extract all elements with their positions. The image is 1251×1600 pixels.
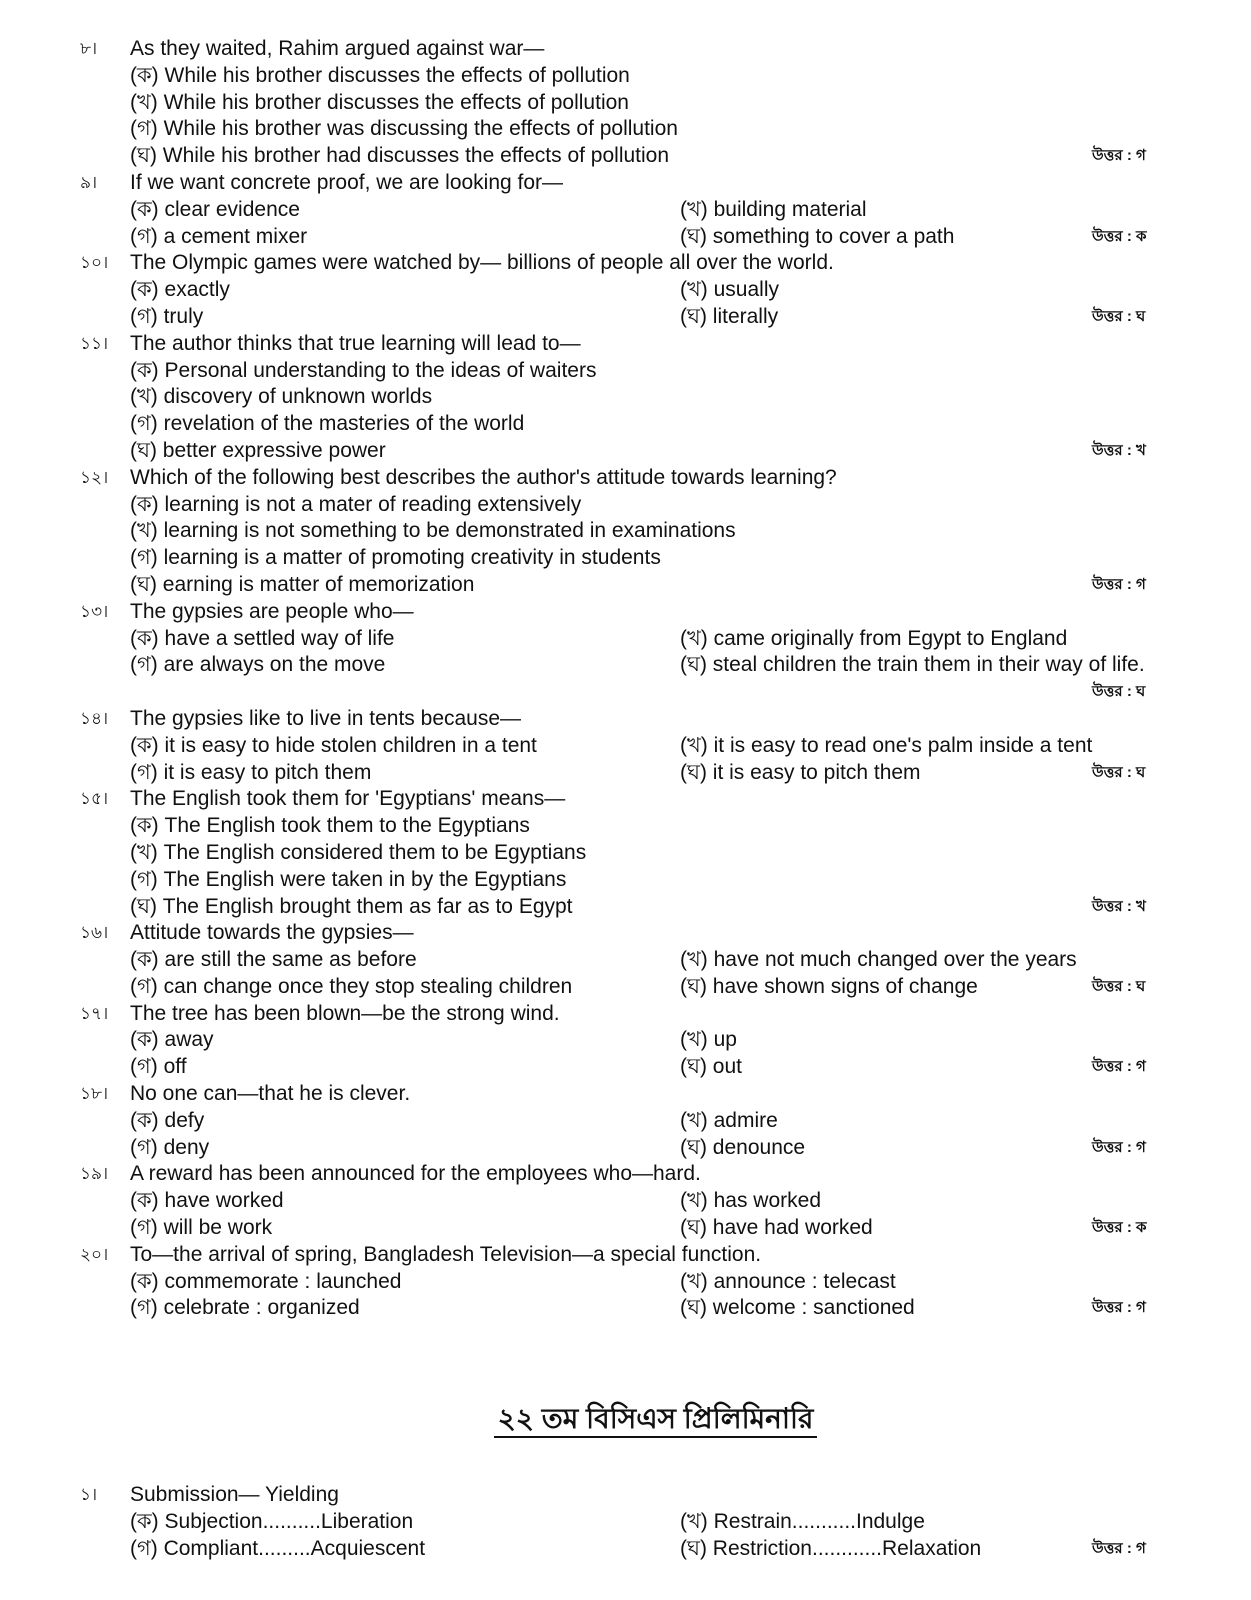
option: (ঘ) it is easy to pitch them (680, 760, 921, 784)
option: (খ) announce : telecast (680, 1269, 896, 1293)
option-row (0, 947, 1251, 974)
question-number: ১৭। (80, 1003, 109, 1023)
option: (খ) admire (680, 1108, 778, 1132)
question-text: Attitude towards the gypsies— (130, 921, 414, 945)
option-line (0, 545, 1251, 572)
option: (খ) The English considered them to be Egyptians (130, 840, 587, 864)
option: (গ) truly (130, 304, 204, 328)
option-line (0, 143, 1251, 170)
question-number: ১। (80, 1485, 98, 1505)
option-line (0, 840, 1251, 867)
option: (ক) Subjection..........Liberation (130, 1510, 414, 1534)
question-block (0, 706, 1251, 786)
question-line (0, 36, 1251, 63)
option-line (0, 63, 1251, 90)
answer-label: উত্তর : গ (1092, 1058, 1146, 1076)
option-line (0, 894, 1251, 921)
option-row (0, 652, 1251, 679)
option: (ক) exactly (130, 278, 230, 302)
question-line (0, 331, 1251, 358)
question-number: ৯। (80, 172, 98, 192)
option: (ক) clear evidence (130, 197, 300, 221)
exam-section (0, 1402, 1251, 1562)
question-text: The Olympic games were watched by— billions of people all over the world. (130, 251, 834, 275)
question-block (0, 1242, 1251, 1322)
option-line (0, 90, 1251, 117)
question-block (0, 920, 1251, 1000)
question-text: No one can—that he is clever. (130, 1082, 411, 1106)
option: (ক) have worked (130, 1189, 284, 1213)
question-text: A reward has been announced for the employees who—hard. (130, 1162, 701, 1186)
question-number: ২০। (80, 1244, 109, 1264)
option: (ক) it is easy to hide stolen children in a tent (130, 733, 537, 757)
option-row (0, 1536, 1251, 1563)
option: (ক) While his brother discusses the effects of pollution (130, 63, 630, 87)
option-row (0, 974, 1251, 1001)
option: (ঘ) While his brother had discusses the effects of pollution (130, 144, 670, 168)
option-line (0, 492, 1251, 519)
question-number: ১০। (80, 253, 109, 273)
option: (ঘ) something to cover a path (680, 224, 955, 248)
option: (ক) defy (130, 1108, 205, 1132)
question-number: ১৩। (80, 601, 109, 621)
option: (ঘ) out (680, 1055, 742, 1079)
question-number: ১৯। (80, 1164, 109, 1184)
option: (ঘ) earning is matter of memorization (130, 572, 475, 596)
option: (খ) discovery of unknown worlds (130, 385, 433, 409)
option-line (0, 518, 1251, 545)
question-text: The English took them for 'Egyptians' means— (130, 787, 566, 811)
answer-label: উত্তর : ক (1092, 227, 1147, 245)
question-block (0, 1161, 1251, 1241)
option: (ঘ) steal children the train them in their way of life. (680, 653, 1145, 677)
option: (খ) Restrain...........Indulge (680, 1510, 925, 1534)
option: (ঘ) have shown signs of change (680, 974, 978, 998)
question-line (0, 1001, 1251, 1028)
question-line (0, 465, 1251, 492)
option-row (0, 760, 1251, 787)
question-number: ১২। (80, 467, 109, 487)
question-number: ১১। (80, 333, 109, 353)
answer-label: উত্তর : খ (1092, 897, 1146, 915)
question-line (0, 920, 1251, 947)
option-line (0, 411, 1251, 438)
exam-page (0, 36, 1251, 1563)
question-block (0, 1081, 1251, 1161)
answer-label: উত্তর : ঘ (1092, 763, 1146, 781)
answer-line (0, 679, 1251, 706)
option-line (0, 572, 1251, 599)
option-line (0, 384, 1251, 411)
option-row (0, 733, 1251, 760)
section-heading: ২২ তম বিসিএস প্রিলিমিনারি (494, 1402, 818, 1438)
answer-label: উত্তর : ক (1092, 1219, 1147, 1237)
option: (গ) The English were taken in by the Egyptians (130, 867, 567, 891)
question-line (0, 1242, 1251, 1269)
question-text: If we want concrete proof, we are looking for— (130, 170, 564, 194)
question-text: The gypsies are people who— (130, 599, 414, 623)
option-row (0, 1509, 1251, 1536)
option: (গ) Compliant.........Acquiescent (130, 1536, 426, 1560)
option: (খ) have not much changed over the years (680, 948, 1077, 972)
answer-label: উত্তর : ঘ (1092, 977, 1146, 995)
option: (ক) have a settled way of life (130, 626, 395, 650)
question-text: Which of the following best describes the author's attitude towards learning? (130, 465, 837, 489)
question-text: The tree has been blown—be the strong wind. (130, 1001, 560, 1025)
option: (ঘ) The English brought them as far as to Egypt (130, 894, 573, 918)
option: (ঘ) welcome : sanctioned (680, 1296, 915, 1320)
exam-section (0, 36, 1251, 1322)
option: (গ) off (130, 1055, 187, 1079)
option: (গ) are always on the move (130, 653, 386, 677)
question-block (0, 465, 1251, 599)
question-number: ১৮। (80, 1084, 109, 1104)
option: (খ) usually (680, 278, 779, 302)
option: (গ) revelation of the masteries of the world (130, 412, 525, 436)
answer-label: উত্তর : ঘ (1092, 683, 1146, 701)
option: (খ) has worked (680, 1189, 822, 1213)
question-number: ৮। (80, 39, 98, 58)
option: (ঘ) Restriction............Relaxation (680, 1536, 982, 1560)
option: (গ) celebrate : organized (130, 1296, 360, 1320)
answer-label: উত্তর : গ (1092, 575, 1146, 593)
option: (খ) building material (680, 197, 867, 221)
option: (গ) can change once they stop stealing children (130, 974, 573, 998)
question-number: ১৪। (80, 708, 109, 728)
option: (ক) Personal understanding to the ideas of waiters (130, 358, 597, 382)
question-block (0, 250, 1251, 330)
option: (গ) deny (130, 1135, 210, 1159)
question-text: To—the arrival of spring, Bangladesh Television—a special function. (130, 1242, 762, 1266)
option-row (0, 1269, 1251, 1296)
option: (গ) While his brother was discussing the effects of pollution (130, 117, 678, 141)
option-line (0, 116, 1251, 143)
option: (খ) While his brother discusses the effects of pollution (130, 90, 629, 114)
question-number: ১৫। (80, 789, 109, 809)
question-block (0, 599, 1251, 706)
question-text: The gypsies like to live in tents because— (130, 706, 522, 730)
option-row (0, 197, 1251, 224)
option: (খ) it is easy to read one's palm inside a tent (680, 733, 1093, 757)
option: (গ) a cement mixer (130, 224, 308, 248)
option-row (0, 1108, 1251, 1135)
section-heading-wrap (0, 1402, 1251, 1482)
option-row (0, 1027, 1251, 1054)
option-line (0, 867, 1251, 894)
option: (গ) will be work (130, 1216, 273, 1240)
question-text: The author thinks that true learning will lead to— (130, 331, 581, 355)
option: (গ) learning is a matter of promoting creativity in students (130, 546, 661, 570)
option-row (0, 224, 1251, 251)
answer-label: উত্তর : গ (1092, 1299, 1146, 1317)
option-row (0, 1054, 1251, 1081)
option: (ঘ) have had worked (680, 1216, 873, 1240)
option-row (0, 626, 1251, 653)
question-line (0, 599, 1251, 626)
option: (ঘ) better expressive power (130, 438, 386, 462)
question-block (0, 1001, 1251, 1081)
option-row (0, 1215, 1251, 1242)
question-block (0, 36, 1251, 170)
question-line (0, 786, 1251, 813)
question-block (0, 331, 1251, 465)
option: (ক) learning is not a mater of reading extensively (130, 492, 582, 516)
question-line (0, 250, 1251, 277)
answer-label: উত্তর : গ (1092, 1539, 1146, 1557)
answer-label: উত্তর : ঘ (1092, 307, 1146, 325)
option-line (0, 358, 1251, 385)
option: (খ) learning is not something to be demonstrated in examinations (130, 519, 736, 543)
option: (ক) are still the same as before (130, 948, 417, 972)
option: (খ) came originally from Egypt to England (680, 626, 1068, 650)
answer-label: উত্তর : খ (1092, 441, 1146, 459)
option-row (0, 1295, 1251, 1322)
option: (ক) The English took them to the Egyptians (130, 814, 530, 838)
question-line (0, 1161, 1251, 1188)
question-block (0, 786, 1251, 920)
question-text: Submission— Yielding (130, 1483, 339, 1507)
question-line (0, 1482, 1251, 1509)
option-row (0, 1188, 1251, 1215)
option-row (0, 304, 1251, 331)
option: (ঘ) denounce (680, 1135, 806, 1159)
option-row (0, 1135, 1251, 1162)
question-block (0, 1482, 1251, 1562)
question-text: As they waited, Rahim argued against war— (130, 37, 545, 60)
question-line (0, 170, 1251, 197)
option: (ক) commemorate : launched (130, 1269, 402, 1293)
answer-label: উত্তর : গ (1092, 1138, 1146, 1156)
question-line (0, 1081, 1251, 1108)
option-line (0, 438, 1251, 465)
answer-label: উত্তর : গ (1092, 147, 1146, 165)
question-block (0, 170, 1251, 250)
option: (ক) away (130, 1028, 214, 1052)
option: (গ) it is easy to pitch them (130, 760, 372, 784)
option: (খ) up (680, 1028, 737, 1052)
question-line (0, 706, 1251, 733)
option-line (0, 813, 1251, 840)
option: (ঘ) literally (680, 304, 779, 328)
option-row (0, 277, 1251, 304)
question-number: ১৬। (80, 923, 109, 943)
